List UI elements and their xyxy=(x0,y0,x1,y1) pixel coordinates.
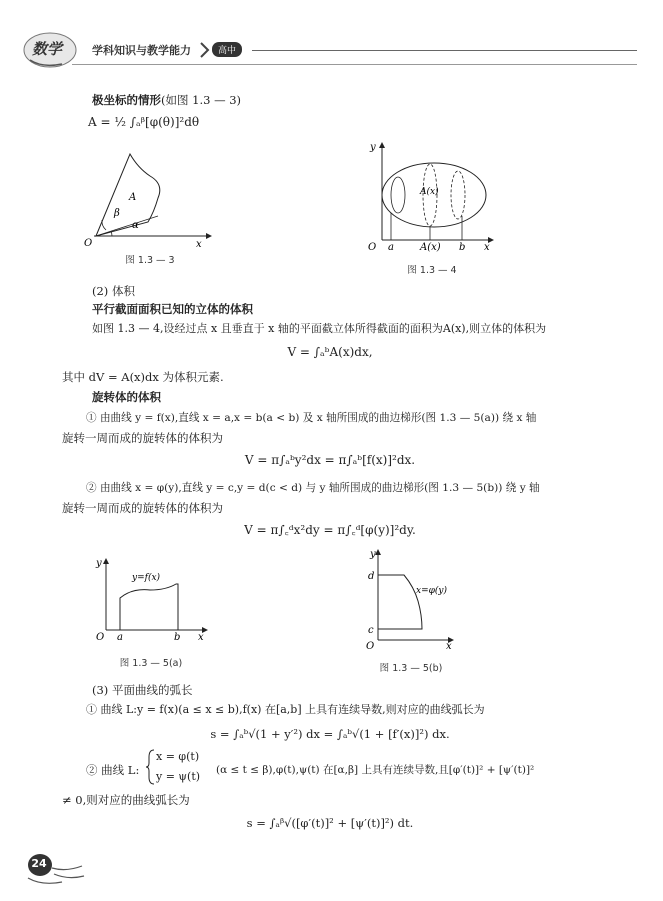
header-rule-under xyxy=(72,64,637,65)
fig134-label-O: O xyxy=(368,242,377,253)
volume-element-text: 其中 dV = A(x)dx 为体积元素. xyxy=(62,370,224,384)
fig134-label-Ax-axis: A(x) xyxy=(420,242,441,253)
volume-sub-heading: (2) 体积 xyxy=(92,284,135,298)
rotation-item1-line2: 旋转一周而成的旋转体的体积为 xyxy=(62,431,223,445)
fig134-caption: 图 1.3 — 4 xyxy=(407,265,457,276)
arc-heading: (3) 平面曲线的弧长 xyxy=(92,683,193,697)
rotation-heading: 旋转体的体积 xyxy=(92,390,161,404)
fig133-label-x: x xyxy=(196,239,202,250)
arc-item2-text: (α ≤ t ≤ β),φ(t),ψ(t) 在[α,β] 上具有连续导数,且[φ′(t)]² + [ψ′(t)]² xyxy=(216,764,535,776)
fig135b-label-y: y xyxy=(370,549,376,560)
arc-item2-line2: ≠ 0,则对应的曲线弧长为 xyxy=(62,793,190,807)
fig135a-label-b: b xyxy=(174,632,181,643)
header-book-title: 学科知识与教学能力 xyxy=(92,44,191,57)
fig134-label-b: b xyxy=(459,242,466,253)
header-logo-text: 数学 xyxy=(32,40,63,58)
header-rule xyxy=(252,50,637,51)
fig135b-label-x: x xyxy=(446,641,452,652)
polar-formula: A = ½ ∫ₐᵝ[φ(θ)]²dθ xyxy=(88,115,200,129)
figure-1-3-3 xyxy=(82,146,222,256)
fig135a-label-a: a xyxy=(117,632,123,643)
header-level-badge: 高中 xyxy=(212,42,242,57)
arc-item2-sys-top: x = φ(t) xyxy=(156,750,200,763)
fig133-label-A: A xyxy=(129,192,137,203)
fig135a-label-curve: y=f(x) xyxy=(132,573,161,583)
page-number: 24 xyxy=(31,857,47,870)
fig135b-label-curve: x=φ(y) xyxy=(416,586,448,596)
fig133-label-beta: β xyxy=(114,208,120,219)
rotation-item2-line1: ② 由曲线 x = φ(y),直线 y = c,y = d(c < d) 与 y 轴所围成的曲边梯形(图 1.3 — 5(b)) 绕 y 轴 xyxy=(86,482,540,494)
fig135b-label-O: O xyxy=(366,641,375,652)
fig135a-label-O: O xyxy=(96,632,105,643)
polar-heading: 极坐标的情形 xyxy=(92,93,161,107)
fig134-label-y: y xyxy=(370,142,376,153)
header-arrow-icon xyxy=(200,42,210,58)
fig135b-label-d: d xyxy=(368,571,375,582)
parallel-text: 如图 1.3 — 4,设经过点 x 且垂直于 x 轴的平面截立体所得截面的面积为A(x),则立体的体积为 xyxy=(92,322,547,335)
rotation-item2-formula: V = π∫꜀ᵈx²dy = π∫꜀ᵈ[φ(y)]²dy. xyxy=(244,523,416,537)
footer-ornament-icon xyxy=(22,850,92,890)
arc-item2-formula: s = ∫ₐᵝ√([φ′(t)]² + [ψ′(t)]²) dt. xyxy=(246,816,414,830)
fig135a-label-y: y xyxy=(96,558,102,569)
header xyxy=(22,30,642,70)
rotation-item1-formula: V = π∫ₐᵇy²dx = π∫ₐᵇ[f(x)]²dx. xyxy=(244,453,416,467)
figure-1-3-4 xyxy=(362,140,502,255)
arc-item1-text: ① 曲线 L:y = f(x)(a ≤ x ≤ b),f(x) 在[a,b] 上具有连续导数,则对应的曲线弧长为 xyxy=(86,703,485,716)
figure-1-3-5a xyxy=(92,552,212,647)
arc-item1-formula: s = ∫ₐᵇ√(1 + y′²) dx = ∫ₐᵇ√(1 + [f′(x)]²) dx. xyxy=(210,727,450,741)
fig135b-label-c: c xyxy=(368,625,374,636)
polar-heading-line xyxy=(92,92,241,108)
arc-item2-lead: ② 曲线 L: xyxy=(86,763,140,777)
fig134-label-a: a xyxy=(388,242,394,253)
fig133-label-O: O xyxy=(84,238,93,249)
rotation-item2-line2: 旋转一周而成的旋转体的体积为 xyxy=(62,501,223,515)
arc-item2-sys-bottom: y = ψ(t) xyxy=(156,770,201,783)
rotation-item1-line1: ① 由曲线 y = f(x),直线 x = a,x = b(a < b) 及 x 轴所围成的曲边梯形(图 1.3 — 5(a)) 绕 x 轴 xyxy=(86,412,537,424)
parallel-formula: V = ∫ₐᵇA(x)dx, xyxy=(287,345,373,359)
fig134-label-x: x xyxy=(484,242,490,253)
fig135a-caption: 图 1.3 — 5(a) xyxy=(119,658,183,669)
parallel-heading: 平行截面面积已知的立体的体积 xyxy=(92,302,253,316)
fig135a-label-x: x xyxy=(198,632,204,643)
system-brace-icon xyxy=(146,749,156,785)
fig133-label-alpha: α xyxy=(132,220,139,231)
fig135b-caption: 图 1.3 — 5(b) xyxy=(379,663,443,674)
figure-1-3-5b xyxy=(360,545,460,655)
fig133-caption: 图 1.3 — 3 xyxy=(125,255,175,266)
polar-ref: (如图 1.3 — 3) xyxy=(161,93,242,107)
fig134-label-Ax-mid: A(x) xyxy=(420,187,439,197)
